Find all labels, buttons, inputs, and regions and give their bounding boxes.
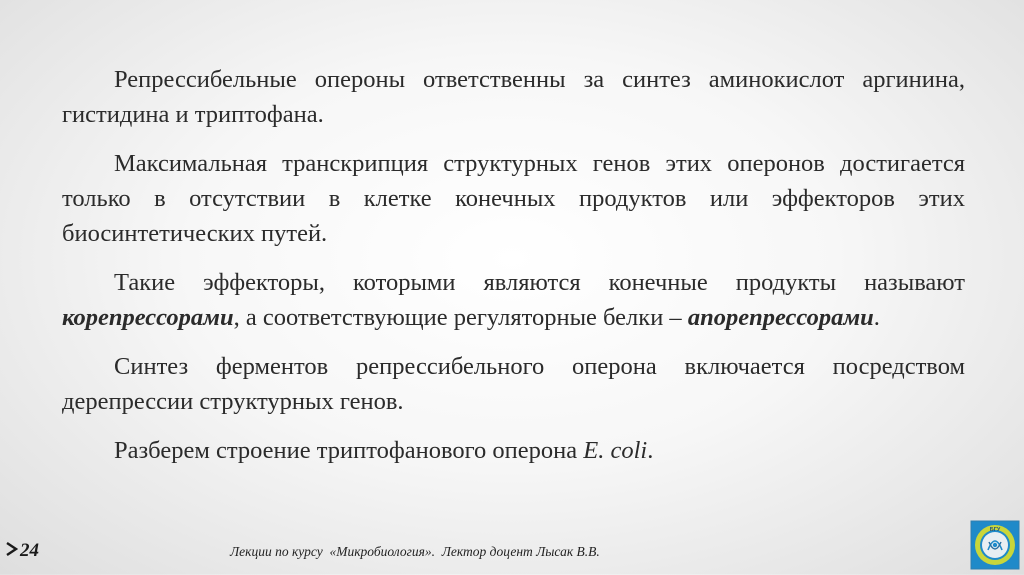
paragraph-text: Репрессибельные опероны ответственны за синтез аминокислот аргинина, гистидина и триптофана.	[62, 66, 965, 128]
slide-footer	[0, 534, 1024, 574]
course-credit: Лекции по курсу «Микробиология». Лектор доцент Лысак В.В.	[230, 544, 600, 559]
term-aporepressors: апорепрессорами	[687, 304, 874, 331]
svg-text:БГУ: БГУ	[989, 527, 1001, 533]
term-corepressors: корепрессорами	[62, 304, 234, 331]
paragraph-text: Максимальная транскрипция структурных генов этих оперонов достигается только в отсутствии в клетке конечных продуктов или эффекторов этих биосинтетических путей.	[62, 150, 965, 247]
paragraph	[62, 62, 965, 132]
paragraph	[62, 146, 965, 251]
paragraph	[62, 349, 965, 419]
university-emblem-icon	[970, 520, 1020, 570]
page-number-text: 24	[20, 540, 39, 561]
paragraph-text: , а соответствующие регуляторные белки –	[233, 304, 688, 331]
paragraph	[62, 265, 965, 335]
arrow-right-icon	[6, 542, 18, 561]
paragraph-text: .	[873, 304, 880, 331]
paragraph-text: Разберем строение триптофанового оперона	[114, 437, 584, 464]
paragraph-text: Синтез ферментов репрессибельного оперона включается посредством дерепрессии структурных генов.	[62, 353, 965, 415]
paragraph-text: Такие эффекторы, которыми являются конечные продукты называют	[114, 269, 965, 296]
species-name: E. coli	[583, 437, 648, 464]
paragraph-text: .	[647, 437, 654, 464]
paragraph	[62, 433, 965, 468]
page-number	[6, 540, 39, 562]
slide-body	[62, 62, 965, 482]
